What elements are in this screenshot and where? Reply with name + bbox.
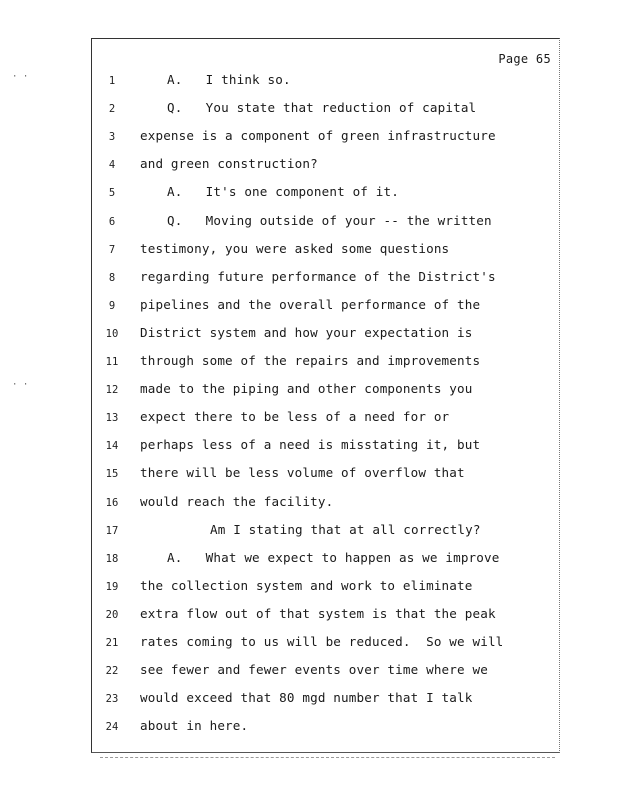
- line-number: 2: [108, 103, 116, 116]
- line-number: 9: [108, 299, 116, 312]
- line-text: expect there to be less of a need for or: [140, 409, 450, 425]
- margin-mark-top: · ·: [12, 72, 29, 82]
- line-number: 23: [105, 693, 119, 706]
- line-number: 14: [105, 440, 119, 453]
- line-number: 7: [108, 243, 116, 256]
- line-text: District system and how your expectation is: [140, 324, 473, 340]
- line-text: Am I stating that at all correctly?: [210, 521, 481, 537]
- line-number: 8: [108, 271, 116, 284]
- transcript-line: [92, 578, 561, 598]
- line-number: 10: [105, 327, 119, 340]
- line-number: 24: [105, 721, 119, 734]
- transcript-line: [92, 269, 561, 289]
- transcript-line: [92, 409, 561, 429]
- line-number: 3: [108, 131, 116, 144]
- line-number: 21: [105, 637, 119, 649]
- line-number: 20: [105, 608, 119, 621]
- line-number: 13: [105, 412, 119, 425]
- transcript-line: [92, 690, 561, 710]
- line-text: there will be less volume of overflow that: [140, 465, 465, 481]
- transcript-line: [92, 522, 561, 542]
- line-text: pipelines and the overall performance of the: [140, 296, 481, 312]
- transcript-line: [92, 128, 561, 148]
- line-number: 12: [105, 384, 119, 397]
- line-text: perhaps less of a need is misstating it, but: [140, 437, 481, 453]
- transcript-line: [92, 100, 561, 120]
- line-number: 6: [108, 215, 116, 228]
- line-text: A. I think so.: [167, 72, 291, 87]
- line-text: through some of the repairs and improvements: [140, 353, 481, 368]
- margin-mark-middle: · ·: [12, 380, 29, 390]
- line-text: rates coming to us will be reduced. So we will: [140, 634, 504, 649]
- transcript-line: [92, 353, 561, 373]
- line-text: would reach the facility.: [140, 493, 334, 509]
- page-number: Page 65: [498, 52, 551, 66]
- line-text: expense is a component of green infrastructure: [140, 128, 496, 144]
- transcript-line: [92, 156, 561, 176]
- line-text: extra flow out of that system is that the peak: [140, 605, 496, 621]
- line-text: would exceed that 80 mgd number that I talk: [140, 690, 473, 706]
- transcript-line: [92, 465, 561, 485]
- line-text: testimony, you were asked some questions: [140, 240, 450, 256]
- line-number: 18: [105, 552, 119, 565]
- line-number: 1: [108, 75, 116, 87]
- line-text: and green construction?: [140, 156, 318, 172]
- transcript-line: [92, 494, 561, 514]
- line-text: about in here.: [140, 718, 249, 734]
- line-text: A. It's one component of it.: [167, 184, 399, 200]
- line-text: A. What we expect to happen as we improve: [167, 549, 500, 565]
- transcript-line: [92, 184, 561, 204]
- scan-bottom-edge: [100, 757, 555, 758]
- line-number: 16: [105, 496, 119, 509]
- transcript-line: [92, 634, 561, 654]
- transcript-page: [91, 38, 560, 753]
- transcript-line: [92, 718, 561, 738]
- line-text: see fewer and fewer events over time where we: [140, 662, 488, 678]
- transcript-line: [92, 241, 561, 261]
- transcript-line: [92, 381, 561, 401]
- line-number: 5: [108, 187, 116, 200]
- transcript-line: [92, 213, 561, 233]
- line-text: the collection system and work to eliminate: [140, 577, 473, 593]
- transcript-line: [92, 550, 561, 570]
- line-number: 11: [105, 356, 119, 368]
- line-text: regarding future performance of the District's: [140, 268, 496, 284]
- line-number: 22: [105, 665, 119, 678]
- line-number: 15: [105, 468, 119, 481]
- transcript-line: [92, 325, 561, 345]
- transcript-line: [92, 606, 561, 626]
- transcript-line: [92, 297, 561, 317]
- transcript-line: [92, 72, 561, 92]
- line-text: made to the piping and other components you: [140, 381, 473, 397]
- line-number: 17: [105, 524, 119, 537]
- line-number: 19: [105, 580, 119, 593]
- line-text: Q. You state that reduction of capital: [167, 100, 477, 116]
- transcript-line: [92, 662, 561, 682]
- line-number: 4: [108, 159, 116, 172]
- transcript-line: [92, 437, 561, 457]
- line-text: Q. Moving outside of your -- the written: [167, 212, 492, 228]
